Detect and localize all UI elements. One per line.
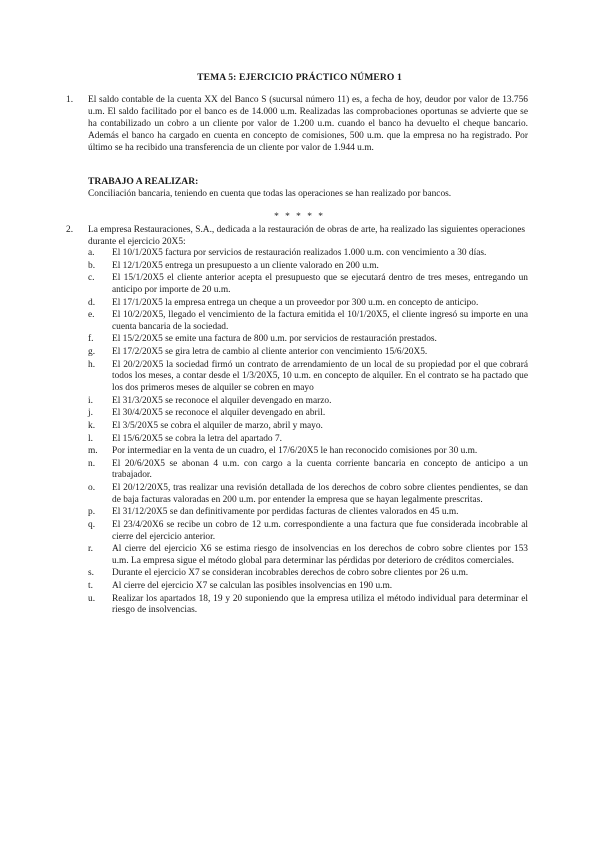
list-item-text: El 10/2/20X5, llegado el vencimiento de la factura emitida el 10/1/20X5, el cliente ingresó su importe en una cuenta bancaria de la sociedad. xyxy=(112,310,528,332)
list-item xyxy=(88,483,528,506)
list-item-letter: c. xyxy=(88,273,95,284)
list-item-letter: e. xyxy=(88,310,95,321)
list-item-letter: g. xyxy=(88,347,96,358)
list-item-letter: o. xyxy=(88,483,96,494)
exercise-2 xyxy=(66,224,528,616)
list-item xyxy=(88,593,528,617)
list-item-letter: b. xyxy=(88,260,96,271)
list-item xyxy=(88,544,528,567)
list-item-letter: n. xyxy=(88,458,96,469)
list-item xyxy=(88,347,528,359)
separator-stars: * * * * * xyxy=(274,212,325,222)
list-item-text: El 12/1/20X5 entrega un presupuesto a un cliente valorado en 200 u.m. xyxy=(112,260,379,271)
list-item-text: Realizar los apartados 18, 19 y 20 suponiendo que la empresa utiliza el método individual para determinar el riesgo de insolvencias. xyxy=(112,593,528,616)
list-item xyxy=(88,260,528,273)
list-item-text: El 20/2/20X5 la sociedad firmó un contrato de arrendamiento de un local de su propiedad por el que cobrará todos los meses, a contar desde el 1/3/20X5, 10 u.m. en concepto de alquiler. En el contrato se ha pactado que los dos primeros meses de alquiler se cobren en mayo xyxy=(112,359,528,393)
list-item-text: Durante el ejercicio X7 se consideran incobrables derechos de cobro sobre clientes por 26 u.m. xyxy=(112,568,469,579)
list-item-text: El 15/6/20X5 se cobra la letra del apartado 7. xyxy=(112,433,282,444)
list-item xyxy=(88,310,528,333)
list-item-letter: m. xyxy=(88,446,98,457)
list-item-text: Por intermediar en la venta de un cuadro, el 17/6/20X5 le han reconocido comisiones por 30 u.m. xyxy=(112,446,478,457)
list-item-text: El 20/12/20X5, tras realizar una revisión detallada de los derechos de cobro sobre clientes pendientes, se dan de baja facturas valoradas en 200 u.m. por entender la empresa que se hayan legalmente prescritas. xyxy=(112,483,528,505)
list-item-letter: u. xyxy=(88,593,96,604)
exercise-1-text: El saldo contable de la cuenta XX del Banco S (sucursal número 11) es, a fecha de hoy, deudor por valor de 13.756 u.m. El saldo facilitado por el banco es de 14.000 u.m. Realizadas las comprobaciones oportunas se advierte que se ha contabilizado un cobro a un cliente por valor de 1.200 u.m. cuando el banco ha devuelto el cheque bancario. Además el banco ha cargado en cuenta en concepto de comisiones, 500 u.m. que la empresa no ha registrado. Por último se ha recibido una transferencia de un cliente por valor de 1.944 u.m. xyxy=(88,95,528,153)
trabajo-heading: TRABAJO A REALIZAR: xyxy=(88,176,199,187)
list-item xyxy=(88,581,528,593)
exercise-2-number: 2. xyxy=(66,225,74,235)
list-item xyxy=(88,359,528,395)
list-item-text: El 10/1/20X5 factura por servicios de restauración realizados 1.000 u.m. con vencimiento a 30 días. xyxy=(112,248,487,258)
list-item-letter: r. xyxy=(88,544,93,555)
list-item-text: Al cierre del ejercicio X7 se calculan las posibles insolvencias en 190 u.m. xyxy=(112,581,393,592)
list-item-letter: l. xyxy=(88,433,93,444)
list-item-text: El 17/2/20X5 se gira letra de cambio al cliente anterior con vencimiento 15/6/20X5. xyxy=(112,347,428,358)
list-item-letter: d. xyxy=(88,297,96,308)
list-item-text: El 31/12/20X5 se dan definitivamente por perdidas facturas de clientes valorados en 45 u.m. xyxy=(112,507,459,518)
list-item-letter: i. xyxy=(88,395,93,406)
exercise-1 xyxy=(66,94,528,154)
list-item-text: El 15/2/20X5 se emite una factura de 800 u.m. por servicios de restauración prestados. xyxy=(112,334,437,345)
list-item-letter: h. xyxy=(88,359,96,370)
list-item xyxy=(88,458,528,482)
list-item-letter: s. xyxy=(88,568,94,579)
list-item-text: El 15/1/20X5 el cliente anterior acepta el presupuesto que se ejecutará dentro de tres meses, entregando un anticipo por importe de 20 u.m. xyxy=(112,273,528,295)
document-title: TEMA 5: EJERCICIO PRÁCTICO NÚMERO 1 xyxy=(197,72,402,83)
exercise-2-intro: La empresa Restauraciones, S.A., dedicada a la restauración de obras de arte, ha realizado las siguientes operaciones durante el ejercicio 20X5: xyxy=(88,225,526,247)
list-item-text: El 17/1/20X5 la empresa entrega un cheque a un proveedor por 300 u.m. en concepto de anticipo. xyxy=(112,297,479,308)
list-item xyxy=(88,507,528,519)
list-item-letter: j. xyxy=(88,408,93,419)
exercise-1-number: 1. xyxy=(66,95,74,105)
list-item-text: Al cierre del ejercicio X6 se estima riesgo de insolvencias en los derechos de cobro sobre clientes por 153 u.m. La empresa sigue el método global para determinar las pérdidas por deterioro de créditos comerciales. xyxy=(112,544,528,566)
list-item-text: El 31/3/20X5 se reconoce el alquiler devengado en marzo. xyxy=(112,395,332,406)
list-item-letter: a. xyxy=(88,248,95,258)
list-item-text: El 23/4/20X6 se recibe un cobro de 12 u.m. correspondiente a una factura que fue considerada incobrable al cierre del ejercicio anterior. xyxy=(112,520,528,542)
list-item xyxy=(88,420,528,433)
list-item xyxy=(88,334,528,346)
list-item-text: El 3/5/20X5 se cobra el alquiler de marzo, abril y mayo. xyxy=(112,420,323,431)
list-item-letter: q. xyxy=(88,520,96,530)
list-item-letter: f. xyxy=(88,334,94,345)
trabajo-text: Conciliación bancaria, teniendo en cuenta que todas las operaciones se han realizado por bancos. xyxy=(88,189,452,199)
list-item-letter: p. xyxy=(88,507,96,518)
list-item-letter: t. xyxy=(88,581,93,592)
list-item xyxy=(88,568,528,580)
list-item xyxy=(88,248,528,260)
list-item xyxy=(88,273,528,296)
list-item-letter: k. xyxy=(88,420,96,431)
operations-list xyxy=(88,248,528,618)
list-item xyxy=(88,408,528,420)
list-item xyxy=(88,395,528,408)
list-item xyxy=(88,520,528,543)
list-item-text: El 30/4/20X5 se reconoce el alquiler devengado en abril. xyxy=(112,408,326,419)
list-item xyxy=(88,297,528,310)
list-item xyxy=(88,446,528,458)
list-item-text: El 20/6/20X5 se abonan 4 u.m. con cargo a la cuenta corriente bancaria en concepto de anticipo a un trabajador. xyxy=(112,458,528,481)
list-item xyxy=(88,433,528,446)
